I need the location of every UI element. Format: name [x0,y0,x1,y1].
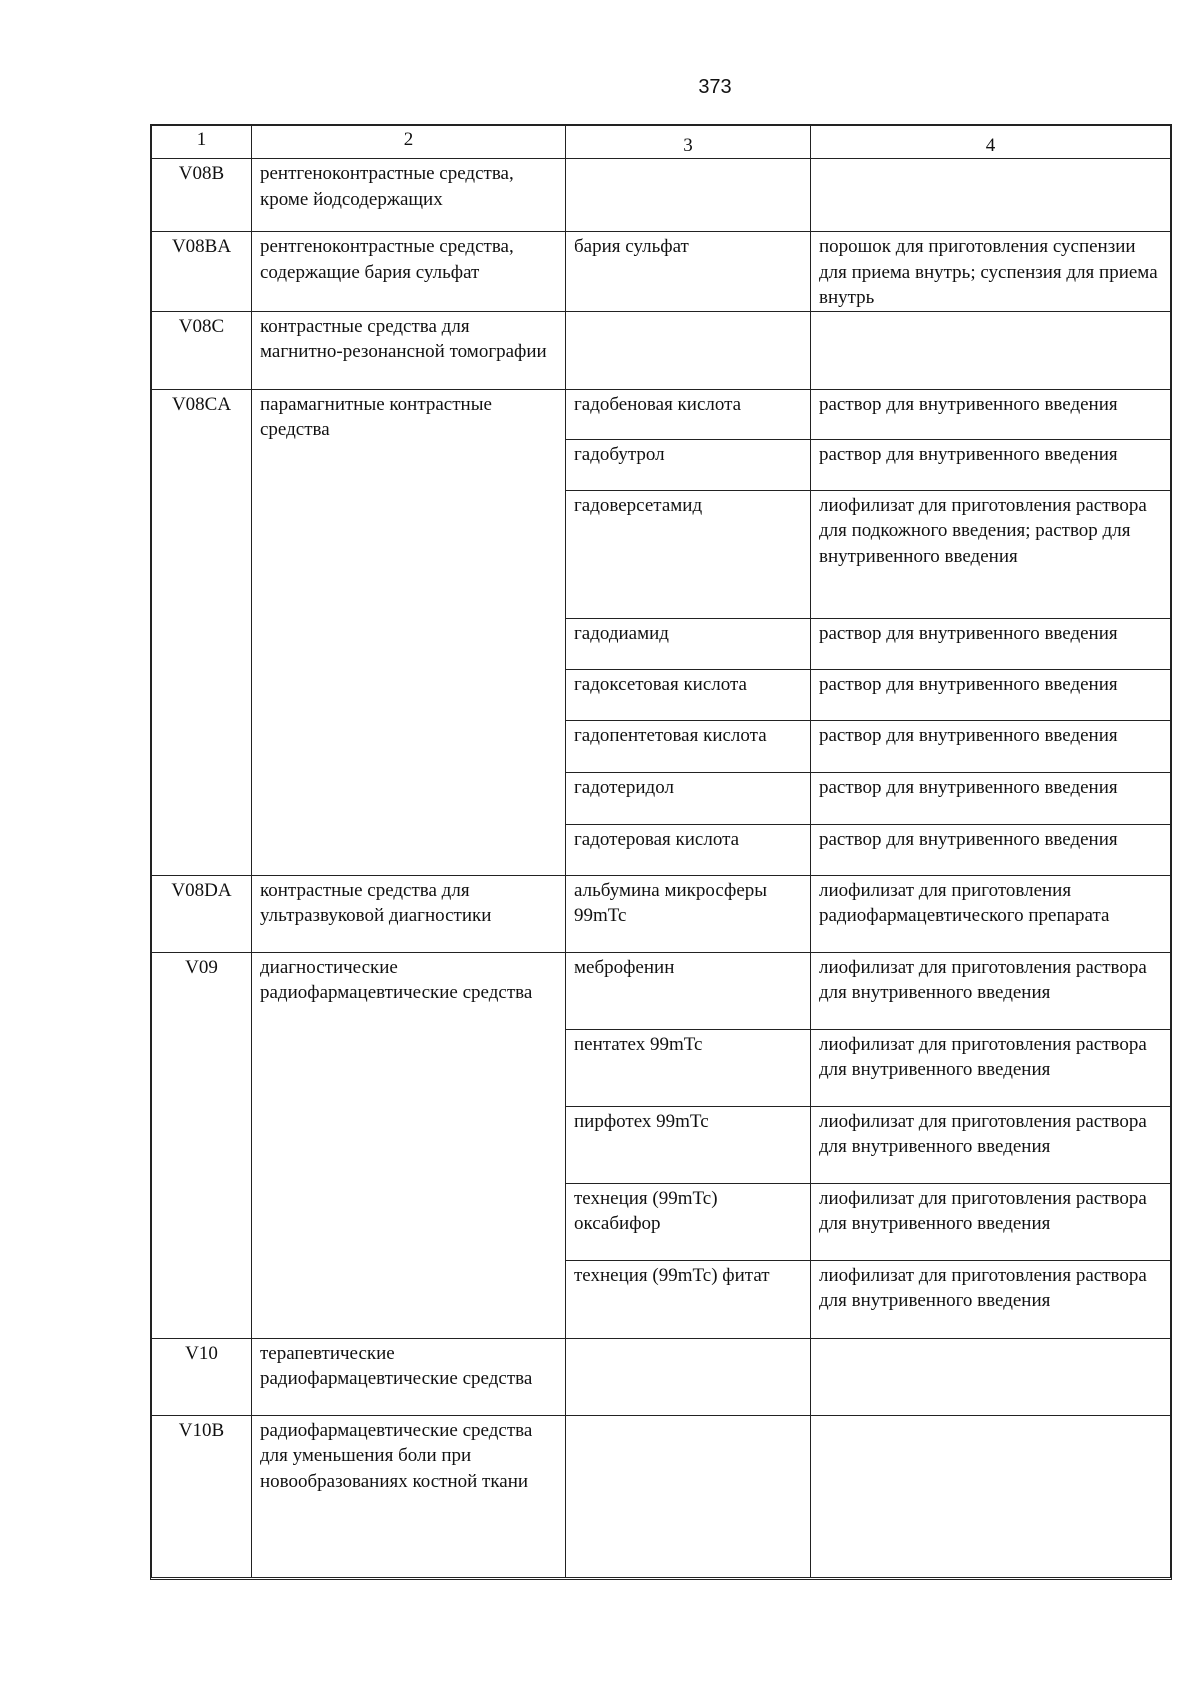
substance-name: гадотеровая кислота [566,824,811,875]
dosage-form: раствор для внутривенного введения [811,669,1171,720]
table-row [152,1338,1171,1415]
substance-name: пирфотех 99mTc [566,1106,811,1183]
dosage-form: лиофилизат для приготовления раствора для внутривенного введения [811,952,1171,1029]
atc-group-name: контрастные средства для магнитно-резонансной томографии [252,311,566,389]
atc-code: V08CA [152,389,252,875]
header-cell-2: 2 [252,126,566,159]
dosage-form: раствор для внутривенного введения [811,772,1171,824]
atc-code: V09 [152,952,252,1338]
atc-code: V08BA [152,232,252,312]
dosage-form: лиофилизат для приготовления раствора для подкожного введения; раствор для внутривенного введения [811,490,1171,618]
substance-name: гадоверсетамид [566,490,811,618]
substance-name: гадопентетовая кислота [566,720,811,772]
atc-group-name: контрастные средства для ультразвуковой диагностики [252,875,566,952]
atc-group-name: парамагнитные контрастные средства [252,389,566,875]
atc-group-name: диагностические радиофармацевтические средства [252,952,566,1338]
dosage-form [811,311,1171,389]
table-row [152,159,1171,232]
drug-table [151,125,1171,1578]
dosage-form: раствор для внутривенного введения [811,618,1171,669]
table-row [152,311,1171,389]
header-row [152,126,1171,159]
atc-group-name: терапевтические радиофармацевтические средства [252,1338,566,1415]
substance-name: меброфенин [566,952,811,1029]
substance-name: пентатех 99mTc [566,1029,811,1106]
atc-code: V10B [152,1415,252,1577]
table-row [152,875,1171,952]
table-row [152,389,1171,439]
substance-name: бария сульфат [566,232,811,312]
dosage-form: лиофилизат для приготовления раствора для внутривенного введения [811,1183,1171,1260]
substance-name: технеция (99mTc) фитат [566,1260,811,1338]
dosage-form: лиофилизат для приготовления раствора для внутривенного введения [811,1106,1171,1183]
atc-group-name: радиофармацевтические средства для уменьшения боли при новообразованиях костной ткани [252,1415,566,1577]
dosage-form [811,1338,1171,1415]
dosage-form [811,159,1171,232]
substance-name: гадотеридол [566,772,811,824]
substance-name: технеция (99mTc) оксабифор [566,1183,811,1260]
table-row [152,232,1171,312]
substance-name: гадобутрол [566,439,811,490]
dosage-form: раствор для внутривенного введения [811,439,1171,490]
header-cell-3: 3 [566,126,811,159]
dosage-form: лиофилизат для приготовления раствора для внутривенного введения [811,1260,1171,1338]
dosage-form: лиофилизат для приготовления раствора для внутривенного введения [811,1029,1171,1106]
substance-name: гадоксетовая кислота [566,669,811,720]
substance-name: гадобеновая кислота [566,389,811,439]
atc-code: V08B [152,159,252,232]
atc-code: V08DA [152,875,252,952]
substance-name: альбумина микросферы 99mTc [566,875,811,952]
dosage-form: лиофилизат для приготовления радиофармацевтического препарата [811,875,1171,952]
substance-name [566,1338,811,1415]
substance-name [566,1415,811,1577]
substance-name: гадодиамид [566,618,811,669]
dosage-form: порошок для приготовления суспензии для приема внутрь; суспензия для приема внутрь [811,232,1171,312]
dosage-form: раствор для внутривенного введения [811,720,1171,772]
substance-name [566,159,811,232]
drug-table-frame [150,124,1172,1580]
table-row [152,1415,1171,1577]
atc-group-name: рентгеноконтрастные средства, кроме йодсодержащих [252,159,566,232]
substance-name [566,311,811,389]
dosage-form: раствор для внутривенного введения [811,824,1171,875]
atc-code: V08C [152,311,252,389]
page-number: 373 [698,76,732,98]
table-row [152,952,1171,1029]
header-cell-4: 4 [811,126,1171,159]
atc-group-name: рентгеноконтрастные средства, содержащие бария сульфат [252,232,566,312]
atc-code: V10 [152,1338,252,1415]
dosage-form: раствор для внутривенного введения [811,389,1171,439]
header-cell-1: 1 [152,126,252,159]
dosage-form [811,1415,1171,1577]
